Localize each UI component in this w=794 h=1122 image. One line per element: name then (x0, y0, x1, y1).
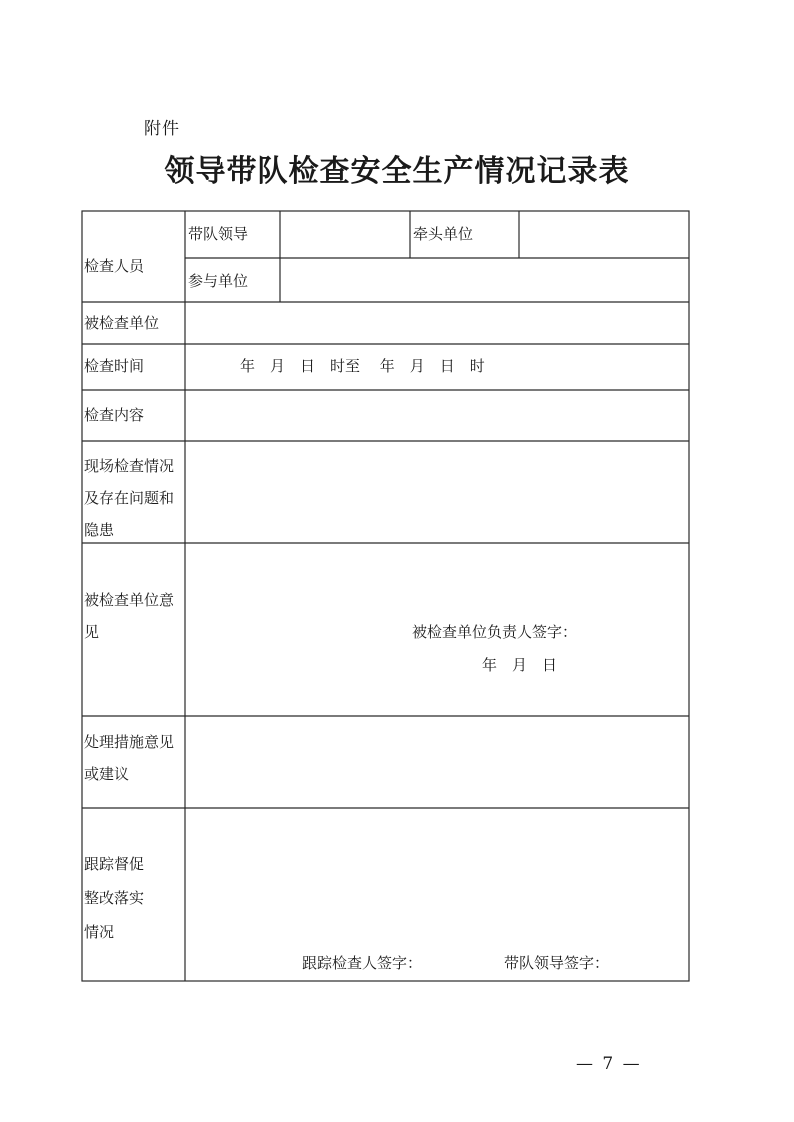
inspected-unit-opinion-label-line: 被检查单位意 (84, 591, 175, 609)
inspected-unit-opinion-label-line: 见 (84, 623, 100, 641)
followup-label-line: 跟踪督促 (84, 855, 145, 873)
followup-inspector-signature-label: 跟踪检查人签字： (302, 954, 423, 972)
onsite-findings-label-line: 隐患 (84, 521, 115, 539)
lead-unit-label: 牵头单位 (413, 225, 474, 243)
followup-label-line: 整改落实 (84, 889, 145, 907)
page-number: — 7 — (576, 1054, 642, 1074)
document-title: 领导带队检查安全生产情况记录表 (164, 154, 630, 189)
measures-label-line: 或建议 (84, 765, 130, 783)
followup-leader-signature-label: 带队领导签字： (504, 954, 610, 972)
inspection-personnel-label: 检查人员 (84, 257, 145, 275)
measures-label-line: 处理措施意见 (84, 733, 175, 751)
participating-units-label: 参与单位 (188, 272, 249, 290)
inspected-unit-date-label: 年 月 日 (482, 656, 558, 674)
team-leader-label: 带队领导 (188, 225, 249, 243)
onsite-findings-label-line: 及存在问题和 (84, 489, 175, 507)
inspection-time-template[interactable]: 年 月 日 时至 年 月 日 时 (240, 357, 485, 375)
inspection-content-label: 检查内容 (84, 406, 145, 424)
attachment-label: 附件 (144, 119, 180, 139)
inspected-unit-signature-label: 被检查单位负责人签字： (412, 623, 578, 641)
inspected-unit-label: 被检查单位 (84, 314, 160, 332)
onsite-findings-label-line: 现场检查情况 (84, 457, 175, 475)
followup-label-line: 情况 (84, 923, 115, 941)
inspection-time-label: 检查时间 (84, 357, 145, 375)
